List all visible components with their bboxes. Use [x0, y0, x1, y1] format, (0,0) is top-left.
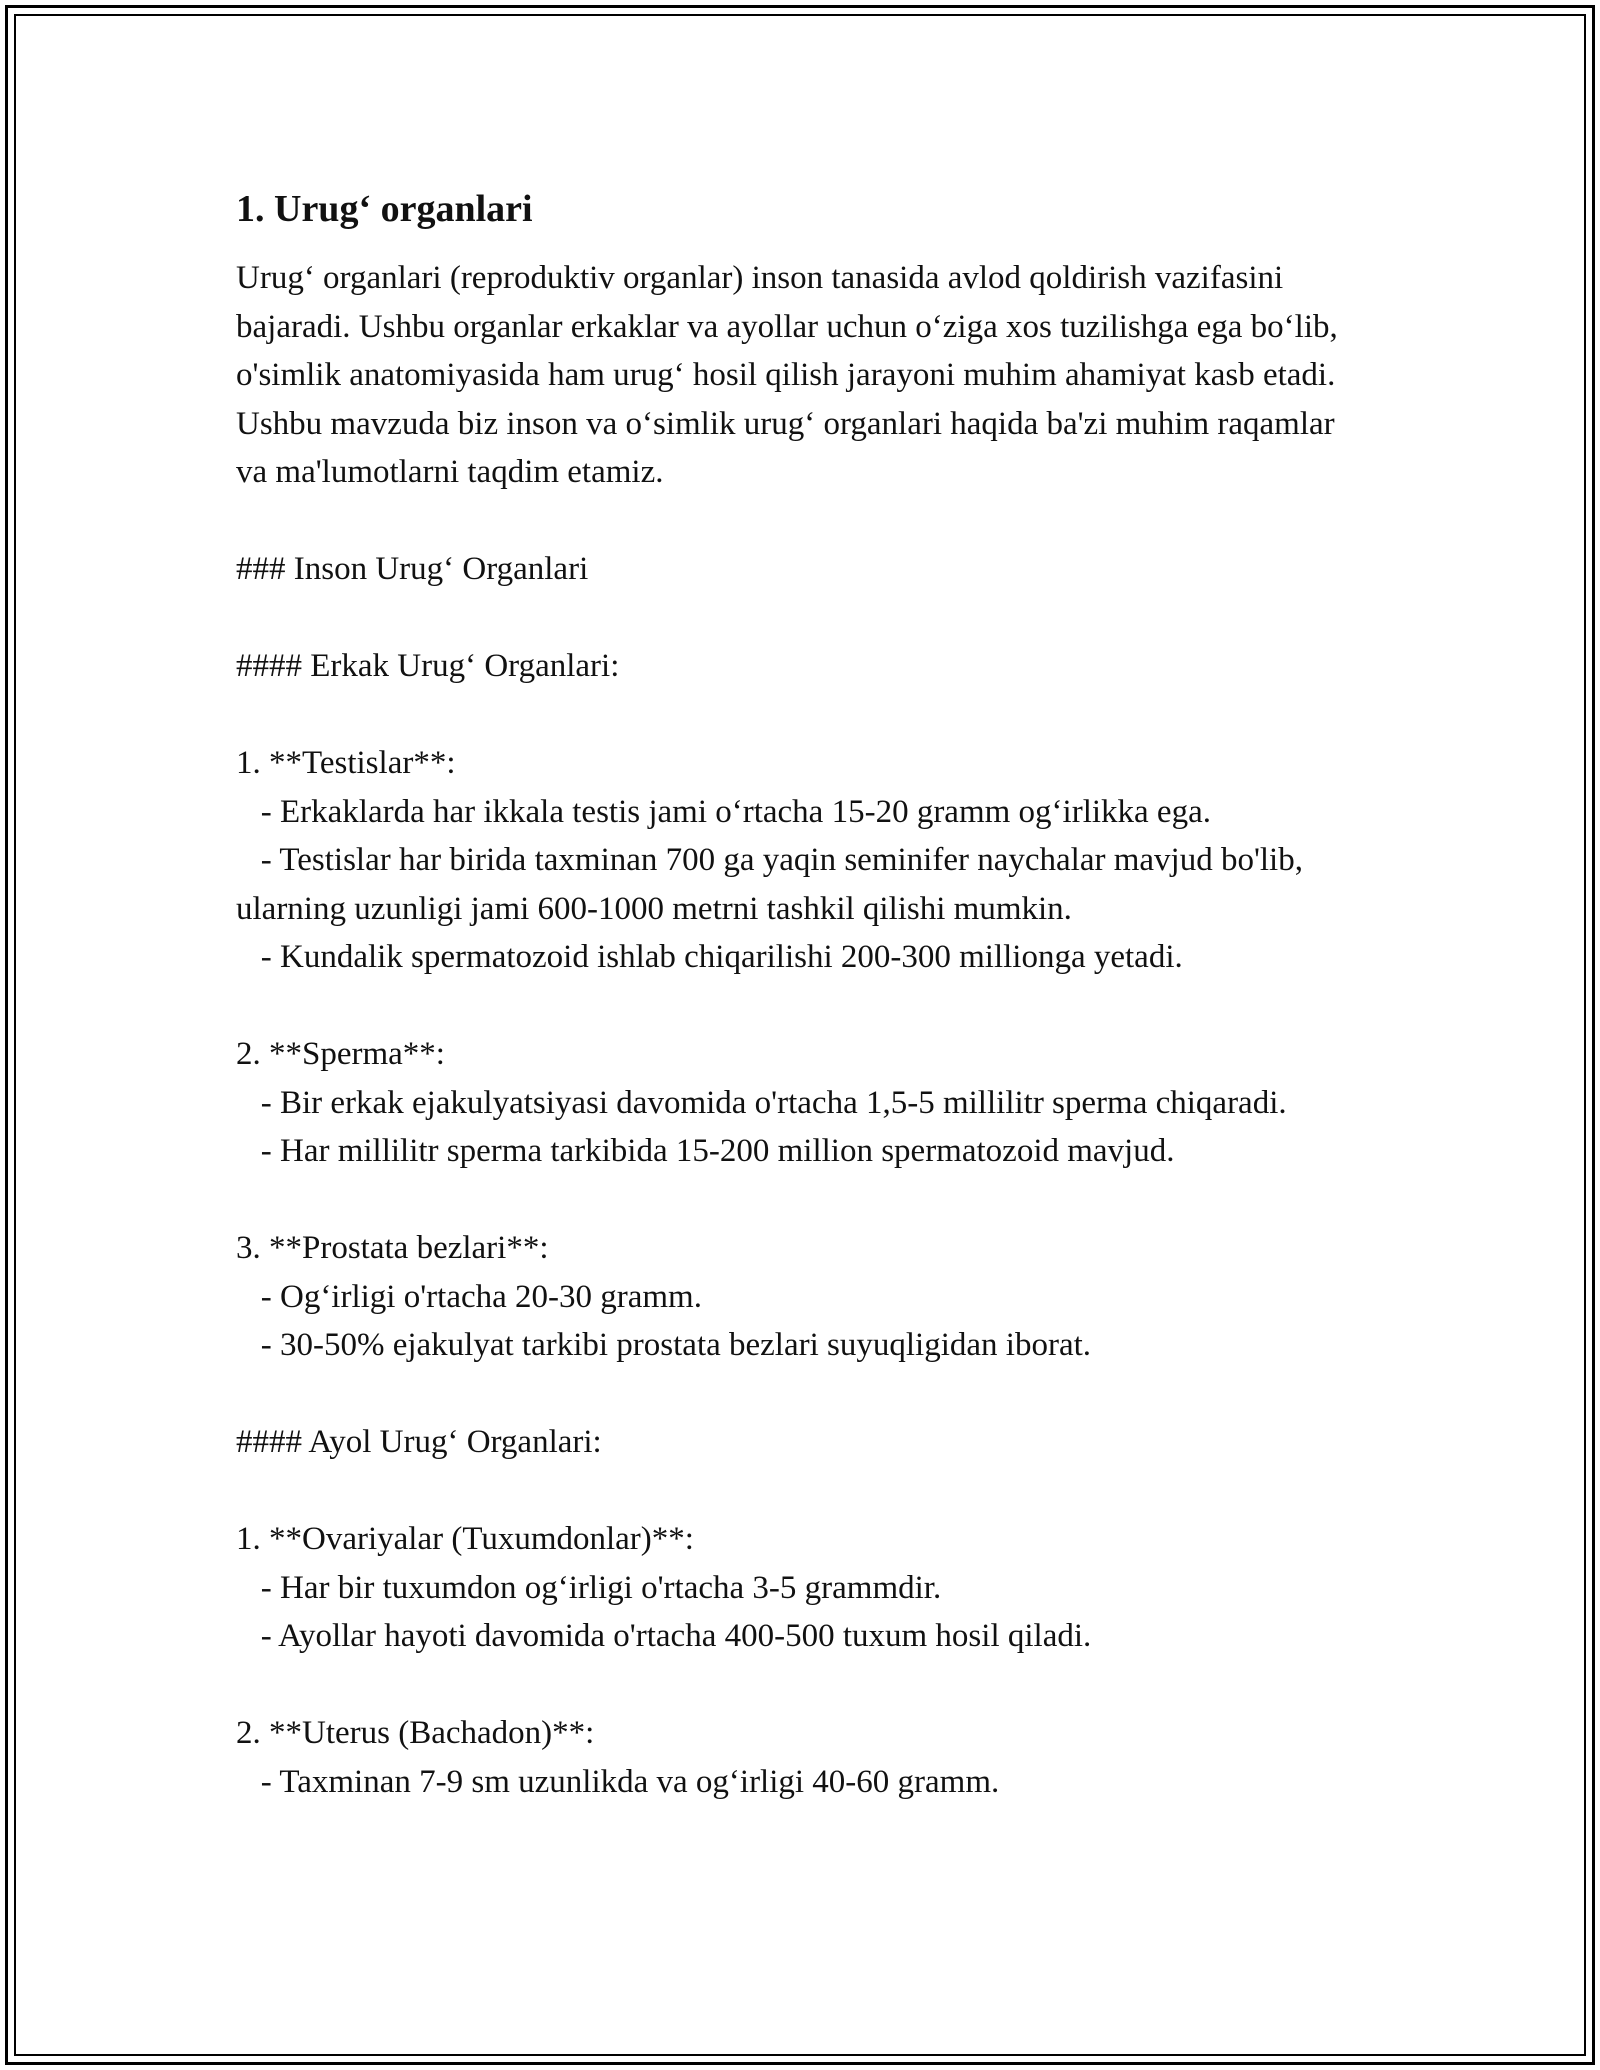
- list-item-point: - Og‘irligi o'rtacha 20-30 gramm.: [236, 1278, 702, 1315]
- list-item-title: 1. **Ovariyalar (Tuxumdonlar)**:: [236, 1521, 694, 1557]
- intro-paragraph: Urug‘ organlari (reproduktiv organlar) inson tanasida avlod qoldirish vazifasini bajaradi. Ushbu organlar erkaklar va ayollar uchun o‘ziga xos tuzilishga ega bo‘lib, o'simlik anatomiyasida ham urug‘ hosil qilish jarayoni muhim ahamiyat kasb etadi. Ushbu mavzuda biz inson va o‘simlik urug‘ organlari haqida ba'zi muhim raqamlar va ma'lumotlarni taqdim etamiz.: [236, 260, 1338, 490]
- spacer: [236, 982, 1356, 1031]
- list-item-title: 3. **Prostata bezlari**:: [236, 1230, 549, 1266]
- list-item-title: 2. **Uterus (Bachadon)**:: [236, 1715, 595, 1751]
- list-item: [236, 1515, 1356, 1661]
- document-body: [236, 186, 1356, 1806]
- list-item: [236, 1224, 1356, 1370]
- subsection-heading-female: #### Ayol Urug‘ Organlari:: [236, 1424, 602, 1460]
- list-item-title: 1. **Testislar**:: [236, 745, 456, 781]
- spacer: [236, 497, 1356, 546]
- list-item-point: - 30-50% ejakulyat tarkibi prostata bezlari suyuqligidan iborat.: [236, 1327, 1092, 1363]
- list-item-point: - Ayollar hayoti davomida o'rtacha 400-500 tuxum hosil qiladi.: [236, 1618, 1092, 1654]
- list-item-point: - Kundalik spermatozoid ishlab chiqarilishi 200-300 millionga yetadi.: [236, 939, 1183, 975]
- spacer: [236, 1661, 1356, 1710]
- list-item-point: - Erkaklarda har ikkala testis jami o‘rtacha 15-20 gramm og‘irlikka ega.: [236, 793, 1211, 830]
- list-item: [236, 739, 1356, 982]
- list-item-point: - Har millilitr sperma tarkibida 15-200 million spermatozoid mavjud.: [236, 1133, 1175, 1169]
- list-item-title: 2. **Sperma**:: [236, 1036, 445, 1072]
- spacer: [236, 594, 1356, 643]
- section-heading-human: ### Inson Urug‘ Organlari: [236, 551, 589, 587]
- list-item-point: - Testislar har birida taxminan 700 ga yaqin seminifer naychalar mavjud bo'lib, ularning uzunligi jami 600-1000 metrni tashkil qilishi mumkin.: [236, 842, 1312, 927]
- page-title: 1. Urug‘ organlari: [236, 188, 533, 230]
- list-item-point: - Bir erkak ejakulyatsiyasi davomida o'rtacha 1,5-5 millilitr sperma chiqaradi.: [236, 1084, 1287, 1121]
- list-item-point: - Har bir tuxumdon og‘irligi o'rtacha 3-5 grammdir.: [236, 1569, 942, 1606]
- spacer: [236, 1467, 1356, 1516]
- spacer: [236, 1370, 1356, 1419]
- list-item: [236, 1030, 1356, 1176]
- spacer: [236, 691, 1356, 740]
- list-item: [236, 1709, 1356, 1806]
- spacer: [236, 1176, 1356, 1225]
- subsection-heading-male: #### Erkak Urug‘ Organlari:: [236, 648, 620, 684]
- list-item-point: - Taxminan 7-9 sm uzunlikda va og‘irligi 40-60 gramm.: [236, 1763, 1000, 1800]
